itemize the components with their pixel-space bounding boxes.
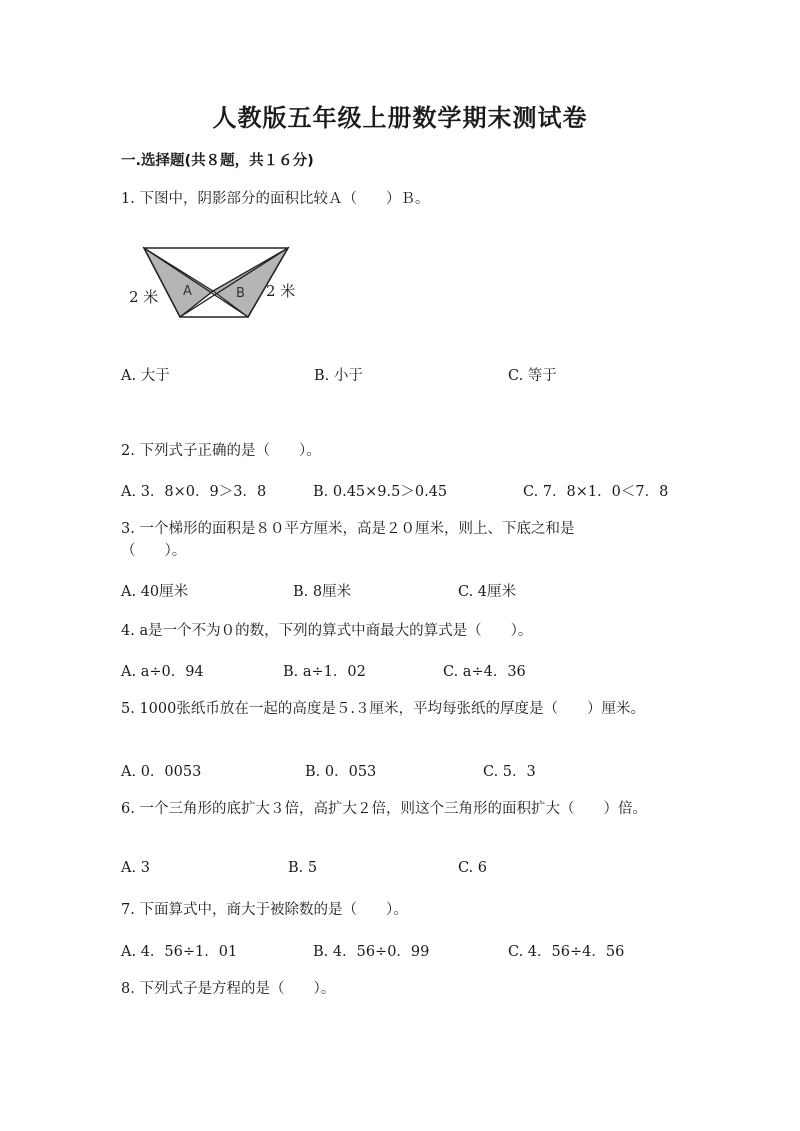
trapezoid-figure bbox=[120, 238, 310, 328]
left-side-label: 2 米 bbox=[129, 288, 159, 306]
question-5: 5. 1000张纸币放在一起的高度是５.３厘米，平均每张纸的厚度是（ ）厘米。 bbox=[121, 701, 645, 717]
q2-option-b: B. 0.45×9.5＞0.45 bbox=[313, 484, 448, 500]
q4-option-a: A. a÷0．94 bbox=[121, 664, 204, 680]
q7-option-c: C. 4．56÷4．56 bbox=[508, 944, 625, 960]
q7-option-a: A. 4．56÷1．01 bbox=[121, 944, 238, 960]
q1-option-a: A. 大于 bbox=[121, 368, 170, 384]
q1-option-c: C. 等于 bbox=[508, 368, 557, 384]
q2-option-c: C. 7．8×1．0＜7．8 bbox=[523, 484, 669, 500]
q5-option-c: C. 5．3 bbox=[483, 764, 536, 780]
question-2: 2. 下列式子正确的是（ ）。 bbox=[121, 443, 321, 459]
q6-option-c: C. 6 bbox=[458, 860, 488, 876]
question-3: 3. 一个梯形的面积是８０平方厘米，高是２０厘米，则上、下底之和是（ ）。 bbox=[121, 521, 575, 559]
q6-option-a: A. 3 bbox=[121, 860, 150, 876]
q4-option-b: B. a÷1．02 bbox=[283, 664, 366, 680]
q3-option-c: C. 4厘米 bbox=[458, 584, 517, 600]
label-a: A bbox=[183, 284, 192, 299]
section-heading: 一.选择题(共８题，共１６分) bbox=[121, 153, 314, 169]
q7-option-b: B. 4．56÷0．99 bbox=[313, 944, 430, 960]
q3-option-b: B. 8厘米 bbox=[293, 584, 352, 600]
question-8: 8. 下列式子是方程的是（ ）。 bbox=[121, 981, 336, 997]
q2-option-a: A. 3．8×0．9＞3．8 bbox=[121, 484, 267, 500]
q3-option-a: A. 40厘米 bbox=[121, 584, 189, 600]
question-1: 1. 下图中，阴影部分的面积比较Ａ（ ）Ｂ。 bbox=[121, 191, 430, 207]
question-6: 6. 一个三角形的底扩大３倍，高扩大２倍，则这个三角形的面积扩大（ ）倍。 bbox=[121, 801, 647, 817]
q5-option-a: A. 0．0053 bbox=[121, 764, 202, 780]
page-title: 人教版五年级上册数学期末测试卷 bbox=[212, 104, 588, 132]
shaded-triangle-a bbox=[144, 248, 213, 317]
label-b: B bbox=[236, 286, 245, 301]
right-side-label: 2 米 bbox=[266, 282, 296, 300]
question-4: 4. a是一个不为０的数，下列的算式中商最大的算式是（ ）。 bbox=[121, 623, 533, 639]
q6-option-b: B. 5 bbox=[288, 860, 318, 876]
q4-option-c: C. a÷4．36 bbox=[443, 664, 526, 680]
q1-option-b: B. 小于 bbox=[314, 368, 363, 384]
q5-option-b: B. 0．053 bbox=[305, 764, 377, 780]
question-7: 7. 下面算式中，商大于被除数的是（ ）。 bbox=[121, 902, 408, 918]
